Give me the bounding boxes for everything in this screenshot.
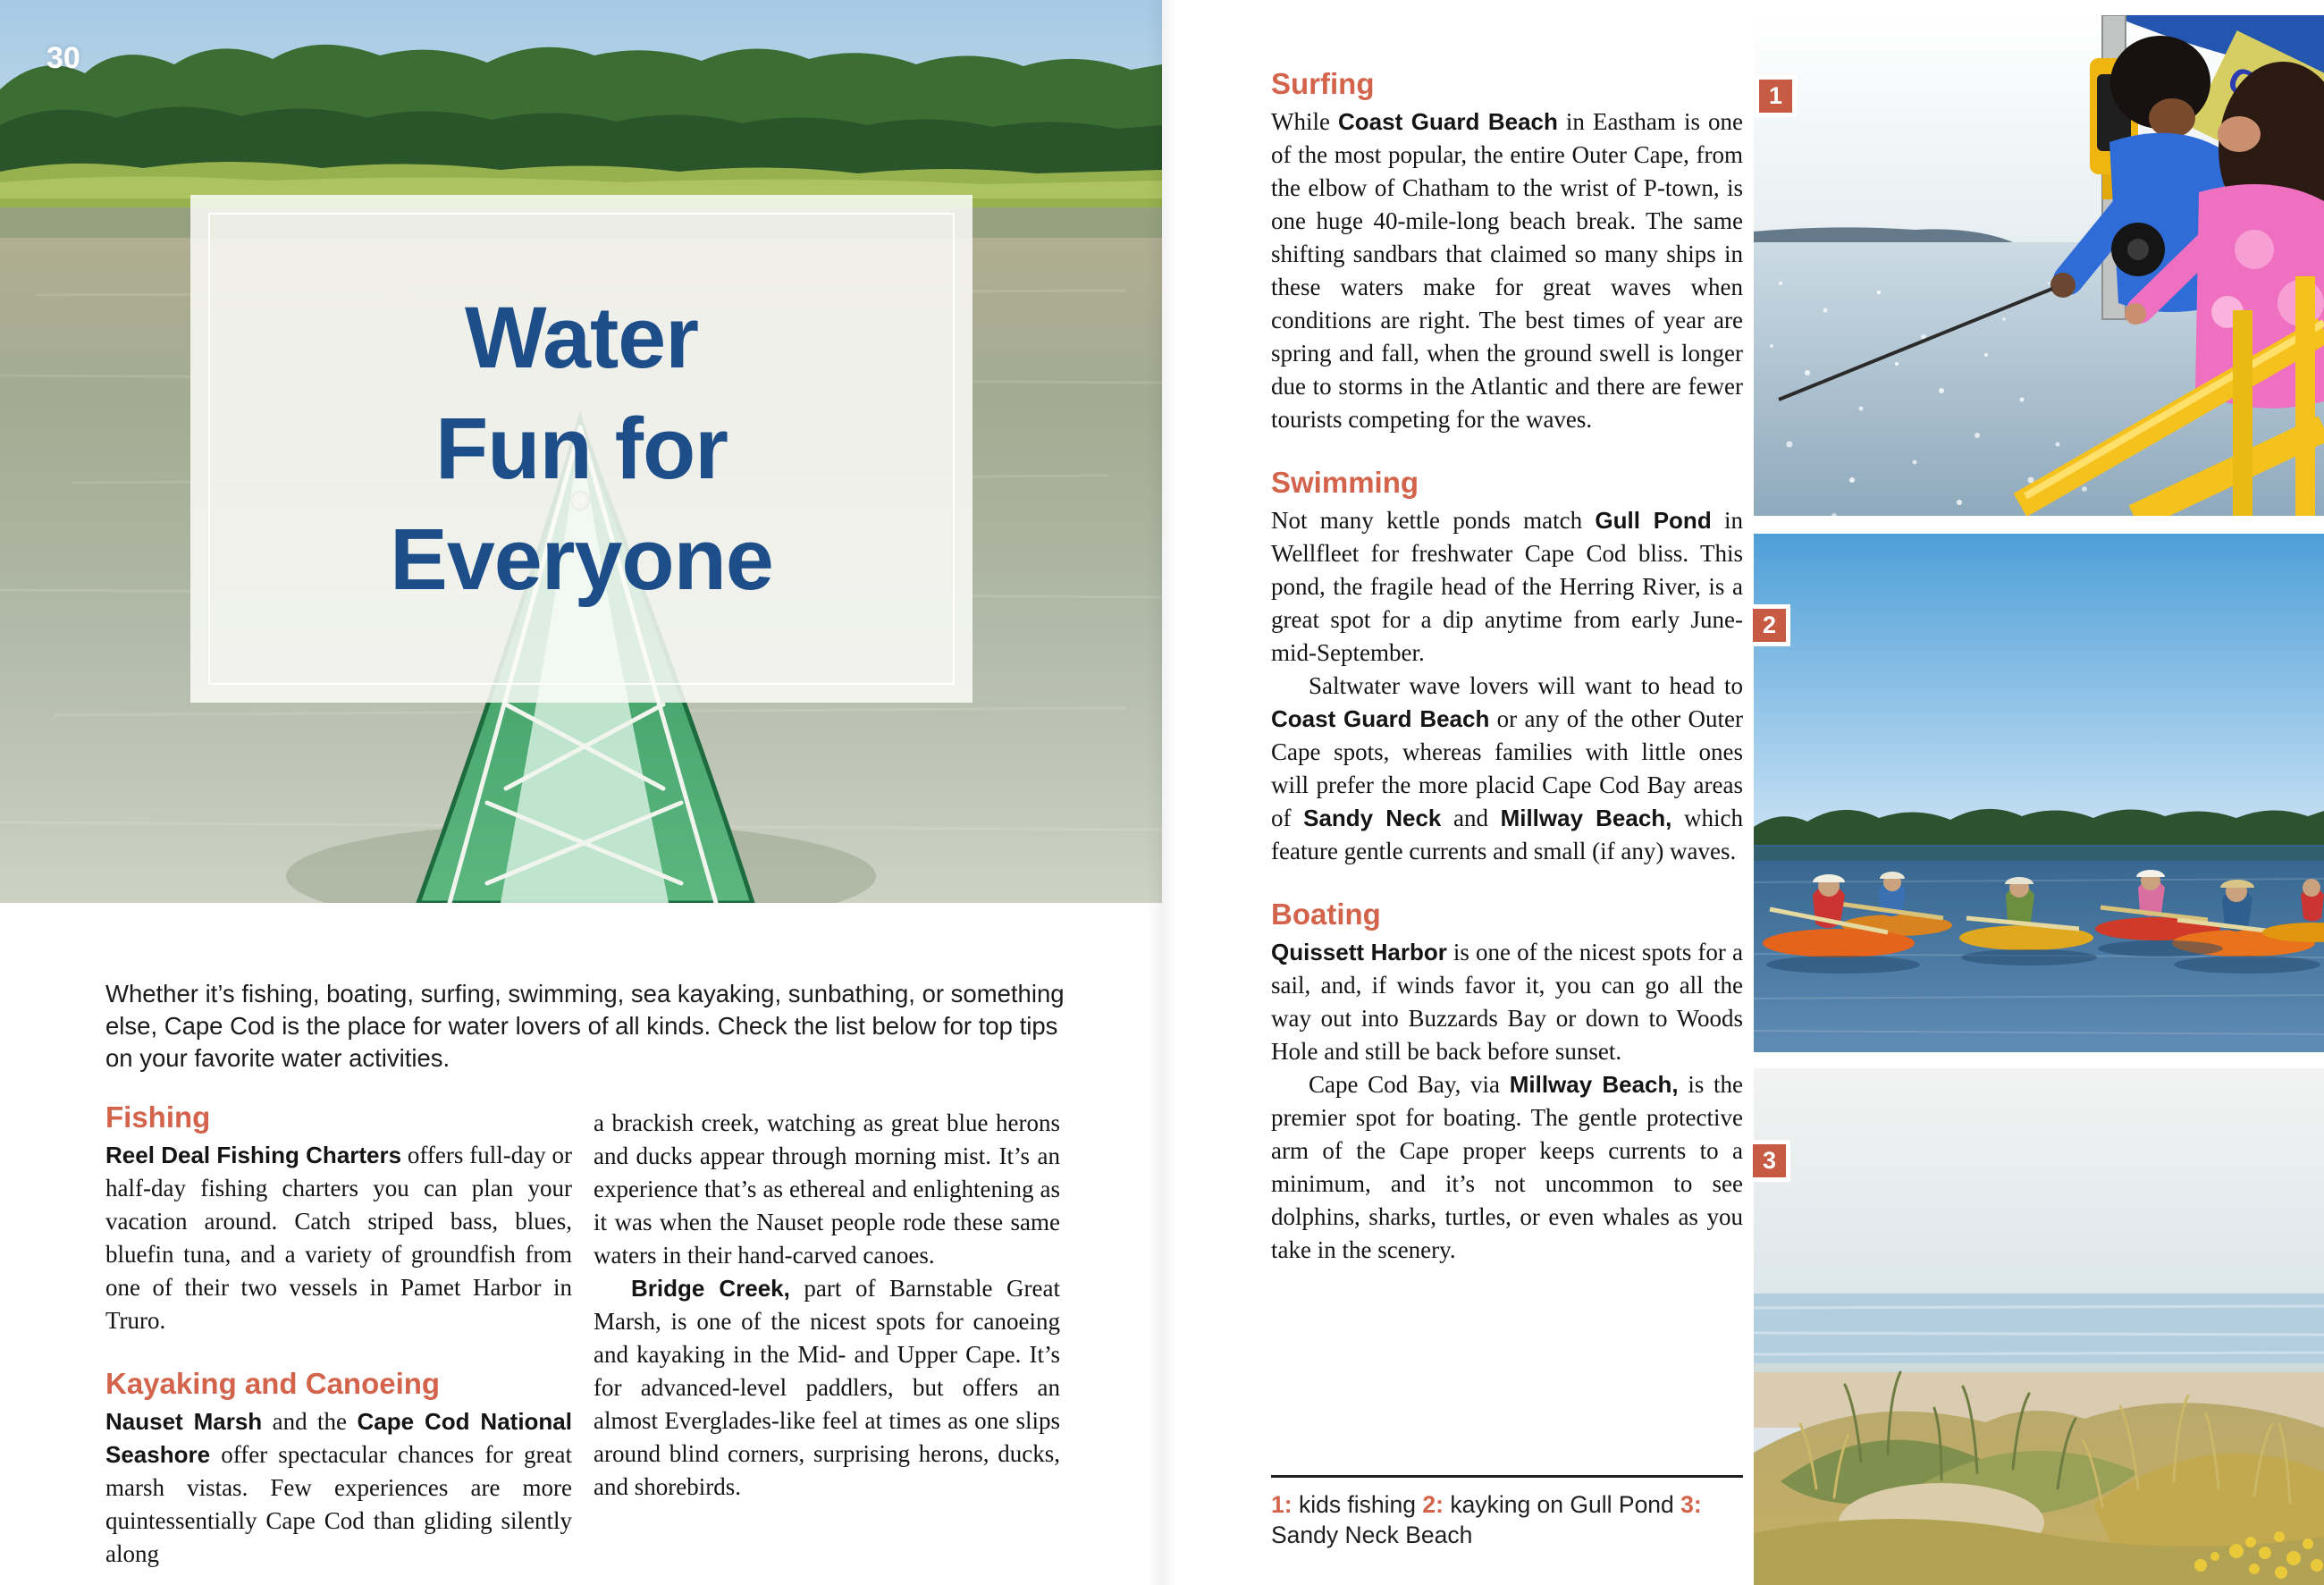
- paragraph: Reel Deal Fishing Charters offers full-day or half-day fishing charters you can plan your vacation around. Catch striped bass, blues, bluefin tuna, and a variety of groundfish from one of their two vessels in Pamet Harbor in Truro.: [105, 1142, 572, 1334]
- photo-sandy-neck-beach: [1754, 1068, 2324, 1585]
- intro-paragraph: Whether it’s fishing, boating, surfing, swimming, sea kayaking, sunbathing, or something else, Cape Cod is the place for water lovers of all kinds. Check the list below for top tips on your favorite water activities.: [105, 980, 1065, 1072]
- bold-place-name: Bridge Creek,: [631, 1275, 790, 1302]
- kids-fishing-illustration: [1754, 15, 2324, 516]
- dunes-illustration: [1754, 1068, 2324, 1585]
- left-column-1: [105, 1098, 572, 1571]
- bold-place-name: Coast Guard Beach: [1271, 705, 1490, 732]
- photo-caption: 1: kids fishing 2: kayking on Gull Pond 3: Sandy Neck Beach: [1271, 1491, 1702, 1548]
- paragraph: Quissett Harbor is one of the nicest spots for a sail, and, if winds favor it, you can go all the way out into Buzzards Bay or down to Woods Hole and still be back before sunset.: [1271, 939, 1743, 1065]
- kayakers-illustration: [1754, 534, 2324, 1052]
- caption-number: 2:: [1422, 1491, 1444, 1518]
- title-line-3: Everyone: [390, 510, 773, 608]
- bold-place-name: Quissett Harbor: [1271, 939, 1447, 965]
- paragraph: Bridge Creek, part of Barnstable Great Marsh, is one of the nicest spots for canoeing and kayaking in the Mid- and Upper Cape. It’s for advanced-level paddlers, but offers an almost Everglades-like feel at times as one slips around blind corners, surprising herons, ducks, and shorebirds.: [594, 1275, 1060, 1500]
- paragraph: Not many kettle ponds match Gull Pond in Wellfleet for freshwater Cape Cod bliss. This pond, the fragile head of the Herring River, is a great spot for a dip anytime from early June-mid-September.: [1271, 507, 1743, 666]
- photo-badge-2: 2: [1748, 604, 1790, 646]
- bold-place-name: Millway Beach,: [1509, 1071, 1679, 1098]
- photo-badge-3: 3: [1748, 1140, 1790, 1182]
- hero-photo-kayak-marsh: [0, 0, 1162, 903]
- photo-kayaking-gull-pond: [1754, 534, 2324, 1052]
- section-heading: Fishing: [105, 1100, 211, 1134]
- bold-place-name: Sandy Neck: [1303, 805, 1442, 831]
- bold-place-name: Cape Cod National Seashore: [105, 1408, 572, 1468]
- bold-place-name: Coast Guard Beach: [1338, 108, 1558, 135]
- page-number: 30: [46, 41, 80, 75]
- section-heading: Surfing: [1271, 67, 1375, 100]
- section-heading: Boating: [1271, 898, 1381, 931]
- section-heading: Swimming: [1271, 466, 1419, 499]
- caption-divider: [1271, 1475, 1743, 1478]
- title-line-1: Water: [465, 289, 698, 386]
- bold-place-name: Gull Pond: [1595, 507, 1712, 534]
- caption-number: 3:: [1680, 1491, 1702, 1518]
- photo-kids-fishing: [1754, 15, 2324, 516]
- title-box: [190, 195, 973, 703]
- right-page-column: [1271, 64, 1743, 1267]
- bold-place-name: Reel Deal Fishing Charters: [105, 1142, 402, 1168]
- page-title: [390, 282, 773, 615]
- paragraph: Nauset Marsh and the Cape Cod National Seashore offer spectacular chances for great marsh vistas. Few experiences are more quintessentially Cape Cod than gliding silently along: [105, 1408, 572, 1567]
- paragraph: While Coast Guard Beach in Eastham is one of the most popular, the entire Outer Cape, from the elbow of Chatham to the wrist of P-town, is one huge 40-mile-long beach break. The same shifting sandbars that claimed so many ships in these waters make for great waves when conditions are right. The best times of year are spring and fall, when the ground swell is longer due to storms in the Atlantic and there are fewer tourists competing for the waves.: [1271, 108, 1743, 433]
- paragraph: Cape Cod Bay, via Millway Beach, is the premier spot for boating. The gentle protective arm of the Cape proper keeps currents to a minimum, and it’s not uncommon to see dolphins, sharks, turtles, or even whales as you take in the scenery.: [1271, 1071, 1743, 1263]
- title-line-2: Fun for: [434, 400, 728, 497]
- paragraph: Saltwater wave lovers will want to head to Coast Guard Beach or any of the other Outer Cape spots, whereas families with little ones will prefer the more placid Cape Cod Bay areas of Sandy Neck and Millway Beach, which feature gentle currents and small (if any) waves.: [1271, 672, 1744, 864]
- caption-number: 1:: [1271, 1491, 1293, 1518]
- section-heading: Kayaking and Canoeing: [105, 1367, 441, 1400]
- photo-badge-1: 1: [1755, 75, 1797, 117]
- left-column-2: [594, 1098, 1060, 1571]
- bold-place-name: Nauset Marsh: [105, 1408, 263, 1435]
- paragraph: a brackish creek, watching as great blue herons and ducks appear through morning mist. It’s an experience that’s as ethereal and enlightening as it was when the Nauset people rode these same waters in their hand-carved canoes.: [594, 1109, 1060, 1269]
- left-page-columns: [105, 1098, 1060, 1571]
- bold-place-name: Millway Beach,: [1500, 805, 1672, 831]
